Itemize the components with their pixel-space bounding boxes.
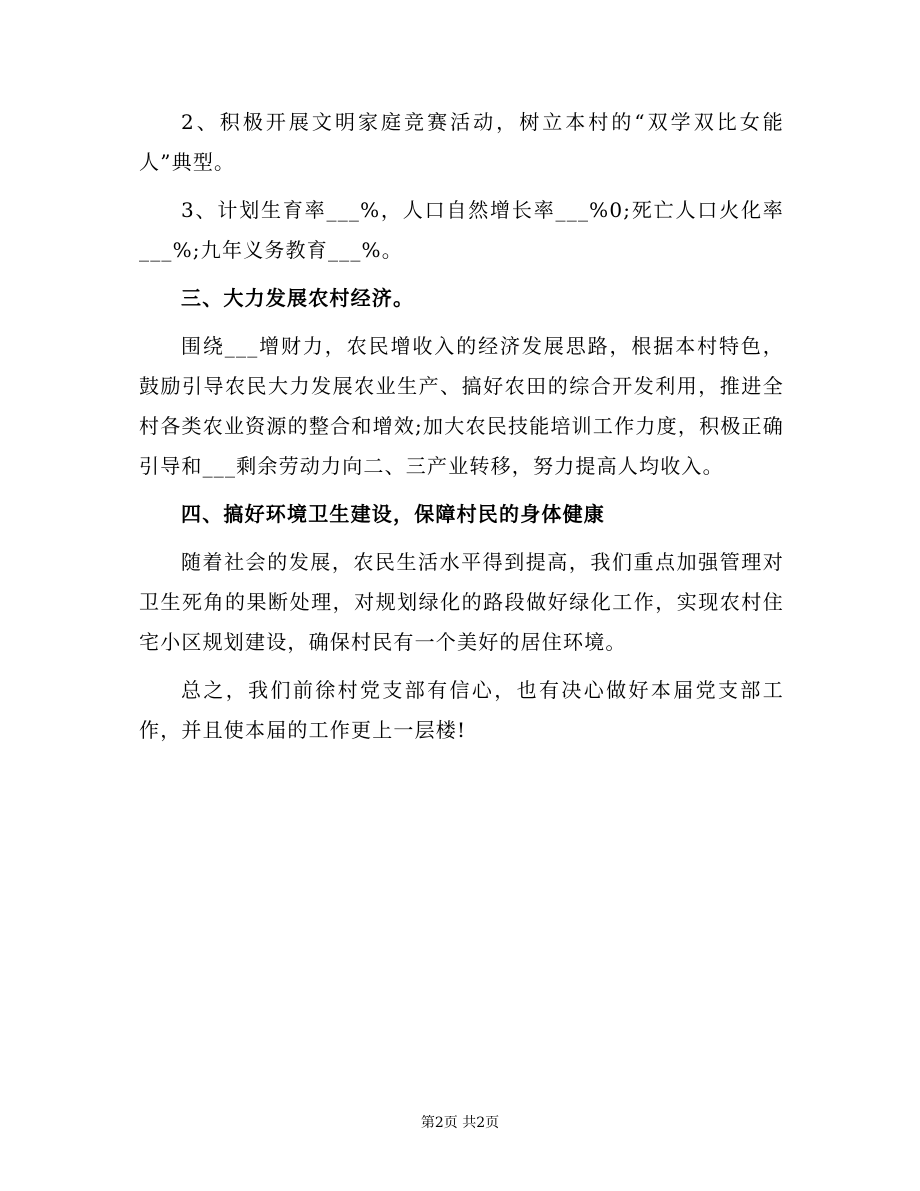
paragraph-rural-economy: 围绕___增财力，农民增收入的经济发展思路，根据本村特色，鼓励引导农民大力发展农业生产、搞好农田的综合开发利用，推进全村各类农业资源的整合和增效;加大农民技能培训工作力度，积极正确引导和___剩余劳动力向二、三产业转移，努力提高人均收入。 xyxy=(139,334,784,478)
section-heading-environment-health: 四、搞好环境卫生建设，保障村民的身体健康 xyxy=(181,502,605,526)
document-body xyxy=(139,102,784,750)
page-number-footer: 第2页 共2页 xyxy=(420,1115,500,1131)
paragraph-family-competition: 2、积极开展文明家庭竞赛活动，树立本村的“双学双比女能人”典型。 xyxy=(139,110,784,174)
paragraph-population-stats: 3、计划生育率___%，人口自然增长率___%0;死亡人口火化率___%;九年义务教育___%。 xyxy=(139,198,784,262)
paragraph-environment: 随着社会的发展，农民生活水平得到提高，我们重点加强管理对卫生死角的果断处理，对规划绿化的路段做好绿化工作，实现农村住宅小区规划建设，确保村民有一个美好的居住环境。 xyxy=(139,550,784,654)
section-heading-rural-economy: 三、大力发展农村经济。 xyxy=(181,286,415,310)
paragraph-conclusion: 总之，我们前徐村党支部有信心，也有决心做好本届党支部工作，并且使本届的工作更上一层楼! xyxy=(139,678,784,742)
